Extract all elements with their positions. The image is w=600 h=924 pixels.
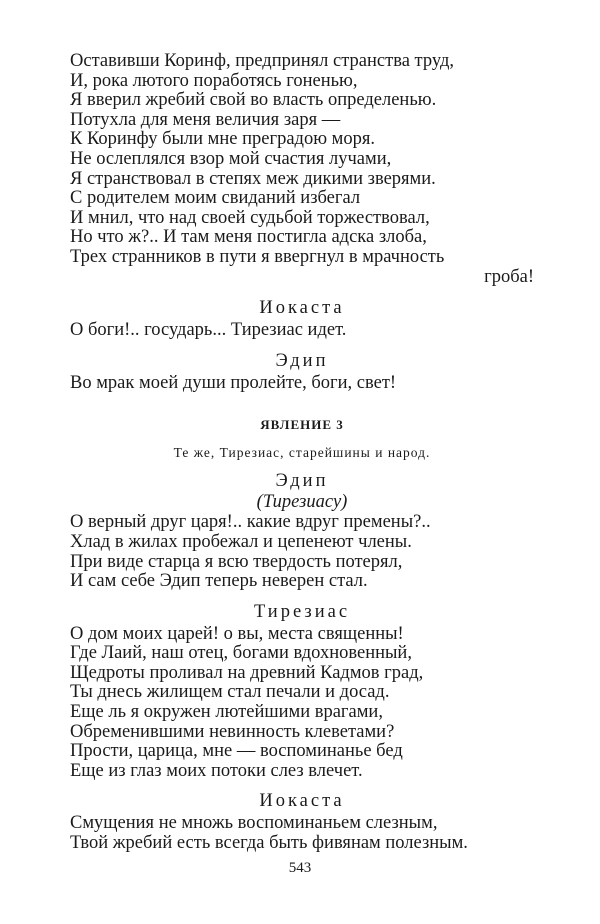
verse-line: О верный друг царя!.. какие вдруг премены?.. [70, 512, 431, 533]
scene-heading: ЯВЛЕНИЕ 3 [260, 417, 344, 433]
speech-block [70, 52, 534, 287]
verse-line: Еще из глаз моих потоки слез влечет. [70, 760, 363, 781]
verse-line: Смущения не множь воспоминаньем слезным, [70, 813, 438, 834]
verse-line: О боги!.. государь... Тирезиас идет. [70, 320, 347, 341]
verse-line: Я странствовал в степях меж дикими зверями. [70, 168, 436, 189]
speaker-name: Иокаста [259, 298, 345, 319]
verse-line: Где Лаий, наш отец, богами вдохновенный, [70, 643, 412, 664]
verse-line: Еще ль я окружен лютейшими врагами, [70, 702, 383, 723]
verse-line: Хлад в жилах пробежал и цепенеют члены. [70, 531, 412, 552]
verse-line: Твой жребий есть всегда быть фивянам полезным. [70, 833, 468, 854]
verse-line: К Коринфу были мне преградою моря. [70, 129, 375, 150]
verse-line: И, рока лютого поработясь гоненью, [70, 70, 358, 91]
speaker-name: Тирезиас [253, 601, 351, 622]
verse-line: Ты днесь жилищем стал печали и досад. [70, 682, 390, 703]
verse-line: Во мрак моей души пролейте, боги, свет! [70, 372, 397, 393]
verse-line: Но что ж?.. И там меня постигла адска злоба, [70, 227, 427, 248]
speaker-name: Эдип [275, 471, 329, 492]
page-text [70, 52, 534, 854]
verse-line: Обременившими невинность клеветами? [70, 721, 395, 742]
verse-line: Я вверил жребий свой во власть определенью. [70, 90, 437, 111]
verse-line: О дом моих царей! о вы, места священны! [70, 623, 404, 644]
verse-line: Трех странников в пути я ввергнул в мрачность [70, 246, 445, 267]
verse-line: Прости, царица, мне — воспоминанье бед [70, 741, 403, 762]
verse-line: Оставивши Коринф, предпринял странства труд, [70, 51, 454, 71]
speaker-name: Эдип [275, 350, 329, 371]
verse-line: Не ослеплялся взор мой счастия лучами, [70, 148, 392, 169]
verse-line: И сам себе Эдип теперь неверен стал. [70, 571, 368, 592]
verse-line: При виде старца я всю твердость потерял, [70, 551, 403, 572]
scene-direction: Те же, Тирезиас, старейшины и народ. [173, 445, 431, 461]
speaker-name: Иокаста [259, 791, 345, 812]
verse-line: С родителем моим свиданий избегал [70, 188, 361, 209]
verse-line-end: гроба! [484, 266, 534, 287]
page-number: 543 [288, 860, 312, 876]
verse-line: Потухла для меня величия заря — [70, 109, 341, 130]
verse-line: Щедроты проливал на древний Кадмов град, [70, 662, 424, 683]
stage-direction: (Тирезиасу) [256, 492, 348, 513]
verse-line: И мнил, что над своей судьбой торжествовал, [70, 207, 430, 228]
